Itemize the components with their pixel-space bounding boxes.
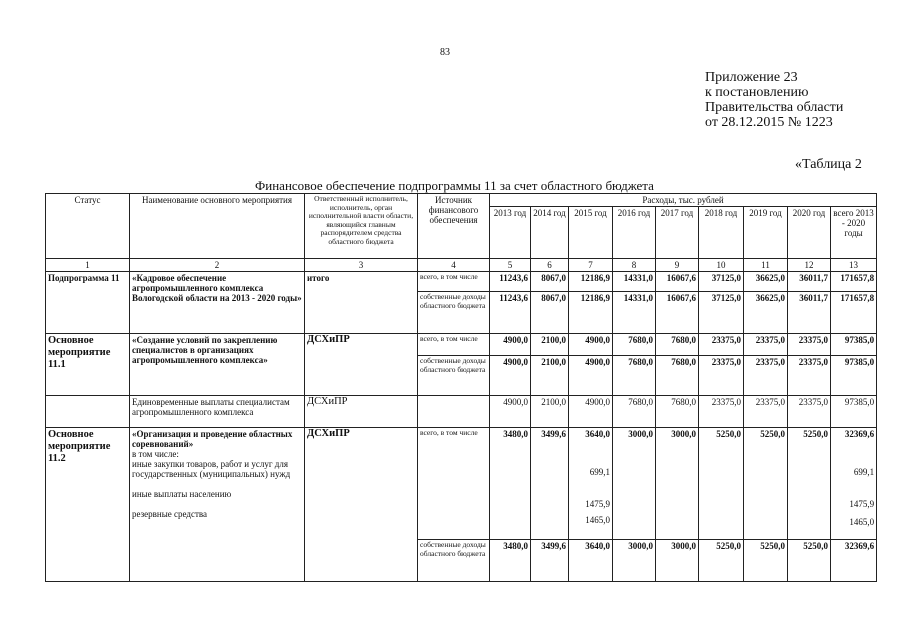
value-cell: 7680,0: [656, 334, 699, 356]
value-cell: 23375,0: [699, 356, 744, 396]
source-cell: всего, в том числе: [418, 272, 490, 292]
source-cell: собственные доходы областного бюджета: [418, 540, 490, 582]
source-cell: собственные доходы областного бюджета: [418, 356, 490, 396]
value-cell: 4900,0: [490, 334, 531, 356]
col-number: 12: [788, 259, 831, 272]
value-cell: 7680,0: [613, 334, 656, 356]
name-cell: Единовременные выплаты специалистам агропромышленного комплекса: [130, 396, 305, 428]
header-year: 2014 год: [531, 207, 569, 259]
value-cell: 5250,0: [788, 540, 831, 582]
value-cell: 23375,0: [788, 396, 831, 428]
value-cell: 7680,0: [613, 356, 656, 396]
header-expenses: Расходы, тыс. рублей: [490, 194, 877, 207]
value-cell: 5250,0: [788, 428, 831, 540]
header-responsible: Ответственный исполнитель, исполнитель, орган исполнительной власти области, являющийся главным распорядителем средства областного бюджета: [305, 194, 418, 259]
appendix-line-3: Правительства области: [705, 100, 844, 115]
value-cell: 12186,9: [569, 272, 613, 292]
table-row: [46, 334, 877, 356]
value-cell-2015: [569, 428, 613, 540]
value-cell: 3640,0: [569, 540, 613, 582]
col-number: 1: [46, 259, 130, 272]
appendix-line-2: к постановлению: [705, 85, 809, 100]
header-year: 2018 год: [699, 207, 744, 259]
value-cell: 97385,0: [831, 334, 877, 356]
value-cell: 8067,0: [531, 272, 569, 292]
value-cell: 3480,0: [490, 540, 531, 582]
header-year: 2019 год: [744, 207, 788, 259]
value-cell: 23375,0: [699, 396, 744, 428]
page-number: 83: [440, 47, 450, 58]
value-cell: 36011,7: [788, 272, 831, 292]
value-cell: 23375,0: [744, 334, 788, 356]
value: 32369,6: [844, 429, 875, 439]
responsible-cell: ДСХиПР: [305, 334, 418, 396]
table-row: [46, 272, 877, 292]
header-source: Источник финансового обеспечения: [418, 194, 490, 259]
value-cell: 23375,0: [744, 356, 788, 396]
col-number: 2: [130, 259, 305, 272]
value-cell: 97385,0: [831, 356, 877, 396]
value-cell: 2100,0: [531, 356, 569, 396]
value-cell: 16067,6: [656, 292, 699, 334]
value-cell: 3499,6: [531, 540, 569, 582]
source-cell: всего, в том числе: [418, 428, 490, 540]
value-cell: 5250,0: [699, 540, 744, 582]
table-title: Финансовое обеспечение подпрограммы 11 за счет областного бюджета: [255, 178, 654, 193]
value-cell: 2100,0: [531, 396, 569, 428]
header-row: [46, 194, 877, 207]
value-cell: 11243,6: [490, 272, 531, 292]
col-number: 13: [831, 259, 877, 272]
appendix-line-4: от 28.12.2015 № 1223: [705, 115, 833, 130]
value-payments: 1475,9: [585, 499, 610, 509]
header-year: 2016 год: [613, 207, 656, 259]
value-reserve: 1465,0: [585, 515, 610, 525]
value-cell: 14331,0: [613, 272, 656, 292]
source-cell: всего, в том числе: [418, 334, 490, 356]
activity-line-payments: иные выплаты населению: [132, 489, 232, 499]
value-reserve: 1465,0: [849, 517, 875, 527]
value-cell: 14331,0: [613, 292, 656, 334]
col-number: 3: [305, 259, 418, 272]
value-cell: 3000,0: [656, 428, 699, 540]
value-cell: 16067,6: [656, 272, 699, 292]
activity-title: «Организация и проведение областных соревнований»: [132, 429, 293, 449]
name-cell: «Кадровое обеспечение агропромышленного комплекса Вологодской области на 2013 - 2020 годы»: [130, 272, 305, 334]
value-cell: 171657,8: [831, 272, 877, 292]
value-cell: 23375,0: [788, 356, 831, 396]
value-cell: 5250,0: [744, 428, 788, 540]
status-cell: Подпрограмма 11: [46, 272, 130, 334]
value-cell: 3480,0: [490, 428, 531, 540]
value-cell: 36625,0: [744, 272, 788, 292]
table-label: «Таблица 2: [795, 157, 862, 172]
value-cell: 7680,0: [656, 396, 699, 428]
value: 3640,0: [585, 429, 610, 439]
value-payments: 1475,9: [849, 499, 875, 509]
header-status: Статус: [46, 194, 130, 259]
value-cell: 37125,0: [699, 292, 744, 334]
value-cell: 7680,0: [656, 356, 699, 396]
activity-line-purchases: иные закупки товаров, работ и услуг для государственных (муниципальных) нужд: [132, 459, 291, 479]
value-cell: 4900,0: [569, 334, 613, 356]
header-year: 2017 год: [656, 207, 699, 259]
value-cell: 3000,0: [613, 540, 656, 582]
header-year: 2015 год: [569, 207, 613, 259]
appendix-header: [705, 70, 843, 130]
responsible-cell: итого: [305, 272, 418, 334]
value-cell: 3499,6: [531, 428, 569, 540]
col-number: 8: [613, 259, 656, 272]
col-number: 5: [490, 259, 531, 272]
table-row: [46, 428, 877, 540]
value-cell: 4900,0: [569, 396, 613, 428]
header-name: Наименование основного мероприятия: [130, 194, 305, 259]
value-cell: 12186,9: [569, 292, 613, 334]
value-cell: 4900,0: [490, 396, 531, 428]
value-cell: 4900,0: [490, 356, 531, 396]
value-cell: 7680,0: [613, 396, 656, 428]
value-cell: 3000,0: [613, 428, 656, 540]
activity-subtitle: в том числе:: [132, 449, 179, 459]
header-year-total: всего 2013 - 2020 годы: [831, 207, 877, 259]
col-number: 6: [531, 259, 569, 272]
col-number: 4: [418, 259, 490, 272]
source-cell: собственные доходы областного бюджета: [418, 292, 490, 334]
value-purchases: 699,1: [589, 467, 610, 477]
name-cell: [130, 428, 305, 582]
col-number: 11: [744, 259, 788, 272]
appendix-line-1: Приложение 23: [705, 70, 798, 85]
value-cell: 32369,6: [831, 540, 877, 582]
status-cell: Основное мероприятие 11.2: [46, 428, 130, 582]
name-cell: «Создание условий по закреплению специалистов в организациях агропромышленного комплекса»: [130, 334, 305, 396]
header-year: 2020 год: [788, 207, 831, 259]
value-cell: 5250,0: [744, 540, 788, 582]
responsible-cell: ДСХиПР: [305, 428, 418, 582]
col-number: 9: [656, 259, 699, 272]
value-cell: 36011,7: [788, 292, 831, 334]
col-number: 10: [699, 259, 744, 272]
value-cell: 11243,6: [490, 292, 531, 334]
header-year: 2013 год: [490, 207, 531, 259]
value-cell: 36625,0: [744, 292, 788, 334]
value-cell: 2100,0: [531, 334, 569, 356]
responsible-cell: ДСХиПР: [305, 396, 418, 428]
col-number: 7: [569, 259, 613, 272]
value-purchases: 699,1: [853, 467, 875, 477]
value-cell: 97385,0: [831, 396, 877, 428]
column-numbers-row: [46, 259, 877, 272]
value-cell: 171657,8: [831, 292, 877, 334]
value-cell: 4900,0: [569, 356, 613, 396]
status-cell: Основное мероприятие 11.1: [46, 334, 130, 396]
value-cell: 23375,0: [744, 396, 788, 428]
value-cell: 3000,0: [656, 540, 699, 582]
value-cell: 23375,0: [699, 334, 744, 356]
status-cell: [46, 396, 130, 428]
finance-table: [45, 193, 877, 582]
value-cell: 8067,0: [531, 292, 569, 334]
table-row: [46, 396, 877, 428]
value-cell: 5250,0: [699, 428, 744, 540]
value-cell: 37125,0: [699, 272, 744, 292]
value-cell-total: [831, 428, 877, 540]
source-cell: [418, 396, 490, 428]
activity-line-reserve: резервные средства: [132, 509, 208, 519]
value-cell: 23375,0: [788, 334, 831, 356]
